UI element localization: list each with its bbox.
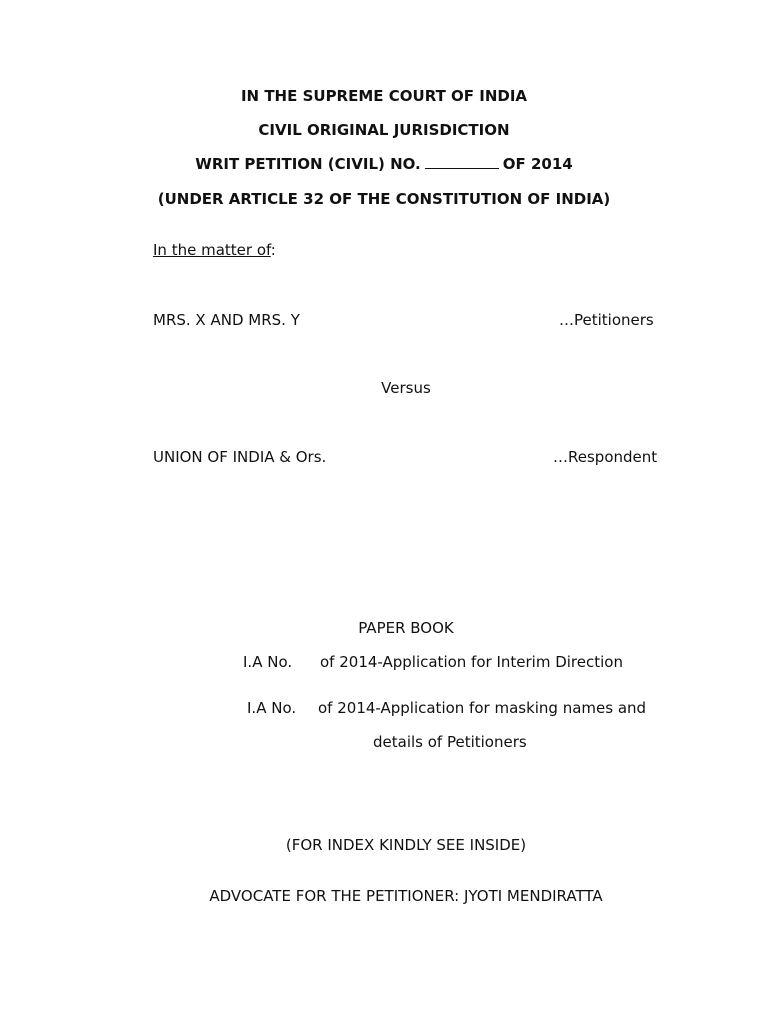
application-2-prefix: I.A No. xyxy=(247,699,297,717)
petition-suffix: OF 2014 xyxy=(502,155,573,173)
petition-prefix: WRIT PETITION (CIVIL) NO. xyxy=(195,155,421,173)
application-2-continuation: details of Petitioners xyxy=(373,733,527,751)
petitioners-role: …Petitioners xyxy=(559,311,654,329)
application-1-text: of 2014-Application for Interim Direction xyxy=(320,653,623,671)
respondent-name: UNION OF INDIA & Ors. xyxy=(153,448,327,466)
paper-book-title: PAPER BOOK xyxy=(358,619,454,637)
respondent-role: …Respondent xyxy=(553,448,658,466)
petition-number-heading xyxy=(0,154,768,174)
matter-label xyxy=(153,240,276,260)
versus-label: Versus xyxy=(381,379,431,397)
application-2-text: of 2014-Application for masking names and xyxy=(318,699,647,717)
petition-number-blank xyxy=(425,154,499,169)
jurisdiction-heading: CIVIL ORIGINAL JURISDICTION xyxy=(258,121,510,139)
matter-label-text: In the matter of xyxy=(153,241,271,259)
advocate-line: ADVOCATE FOR THE PETITIONER: JYOTI MENDIRATTA xyxy=(209,887,603,905)
application-1-prefix: I.A No. xyxy=(243,653,293,671)
petitioners-name: MRS. X AND MRS. Y xyxy=(153,311,300,329)
article-heading: (UNDER ARTICLE 32 OF THE CONSTITUTION OF INDIA) xyxy=(157,190,611,208)
index-note: (FOR INDEX KINDLY SEE INSIDE) xyxy=(285,836,527,854)
matter-colon: : xyxy=(270,241,276,259)
court-heading: IN THE SUPREME COURT OF INDIA xyxy=(240,87,528,105)
